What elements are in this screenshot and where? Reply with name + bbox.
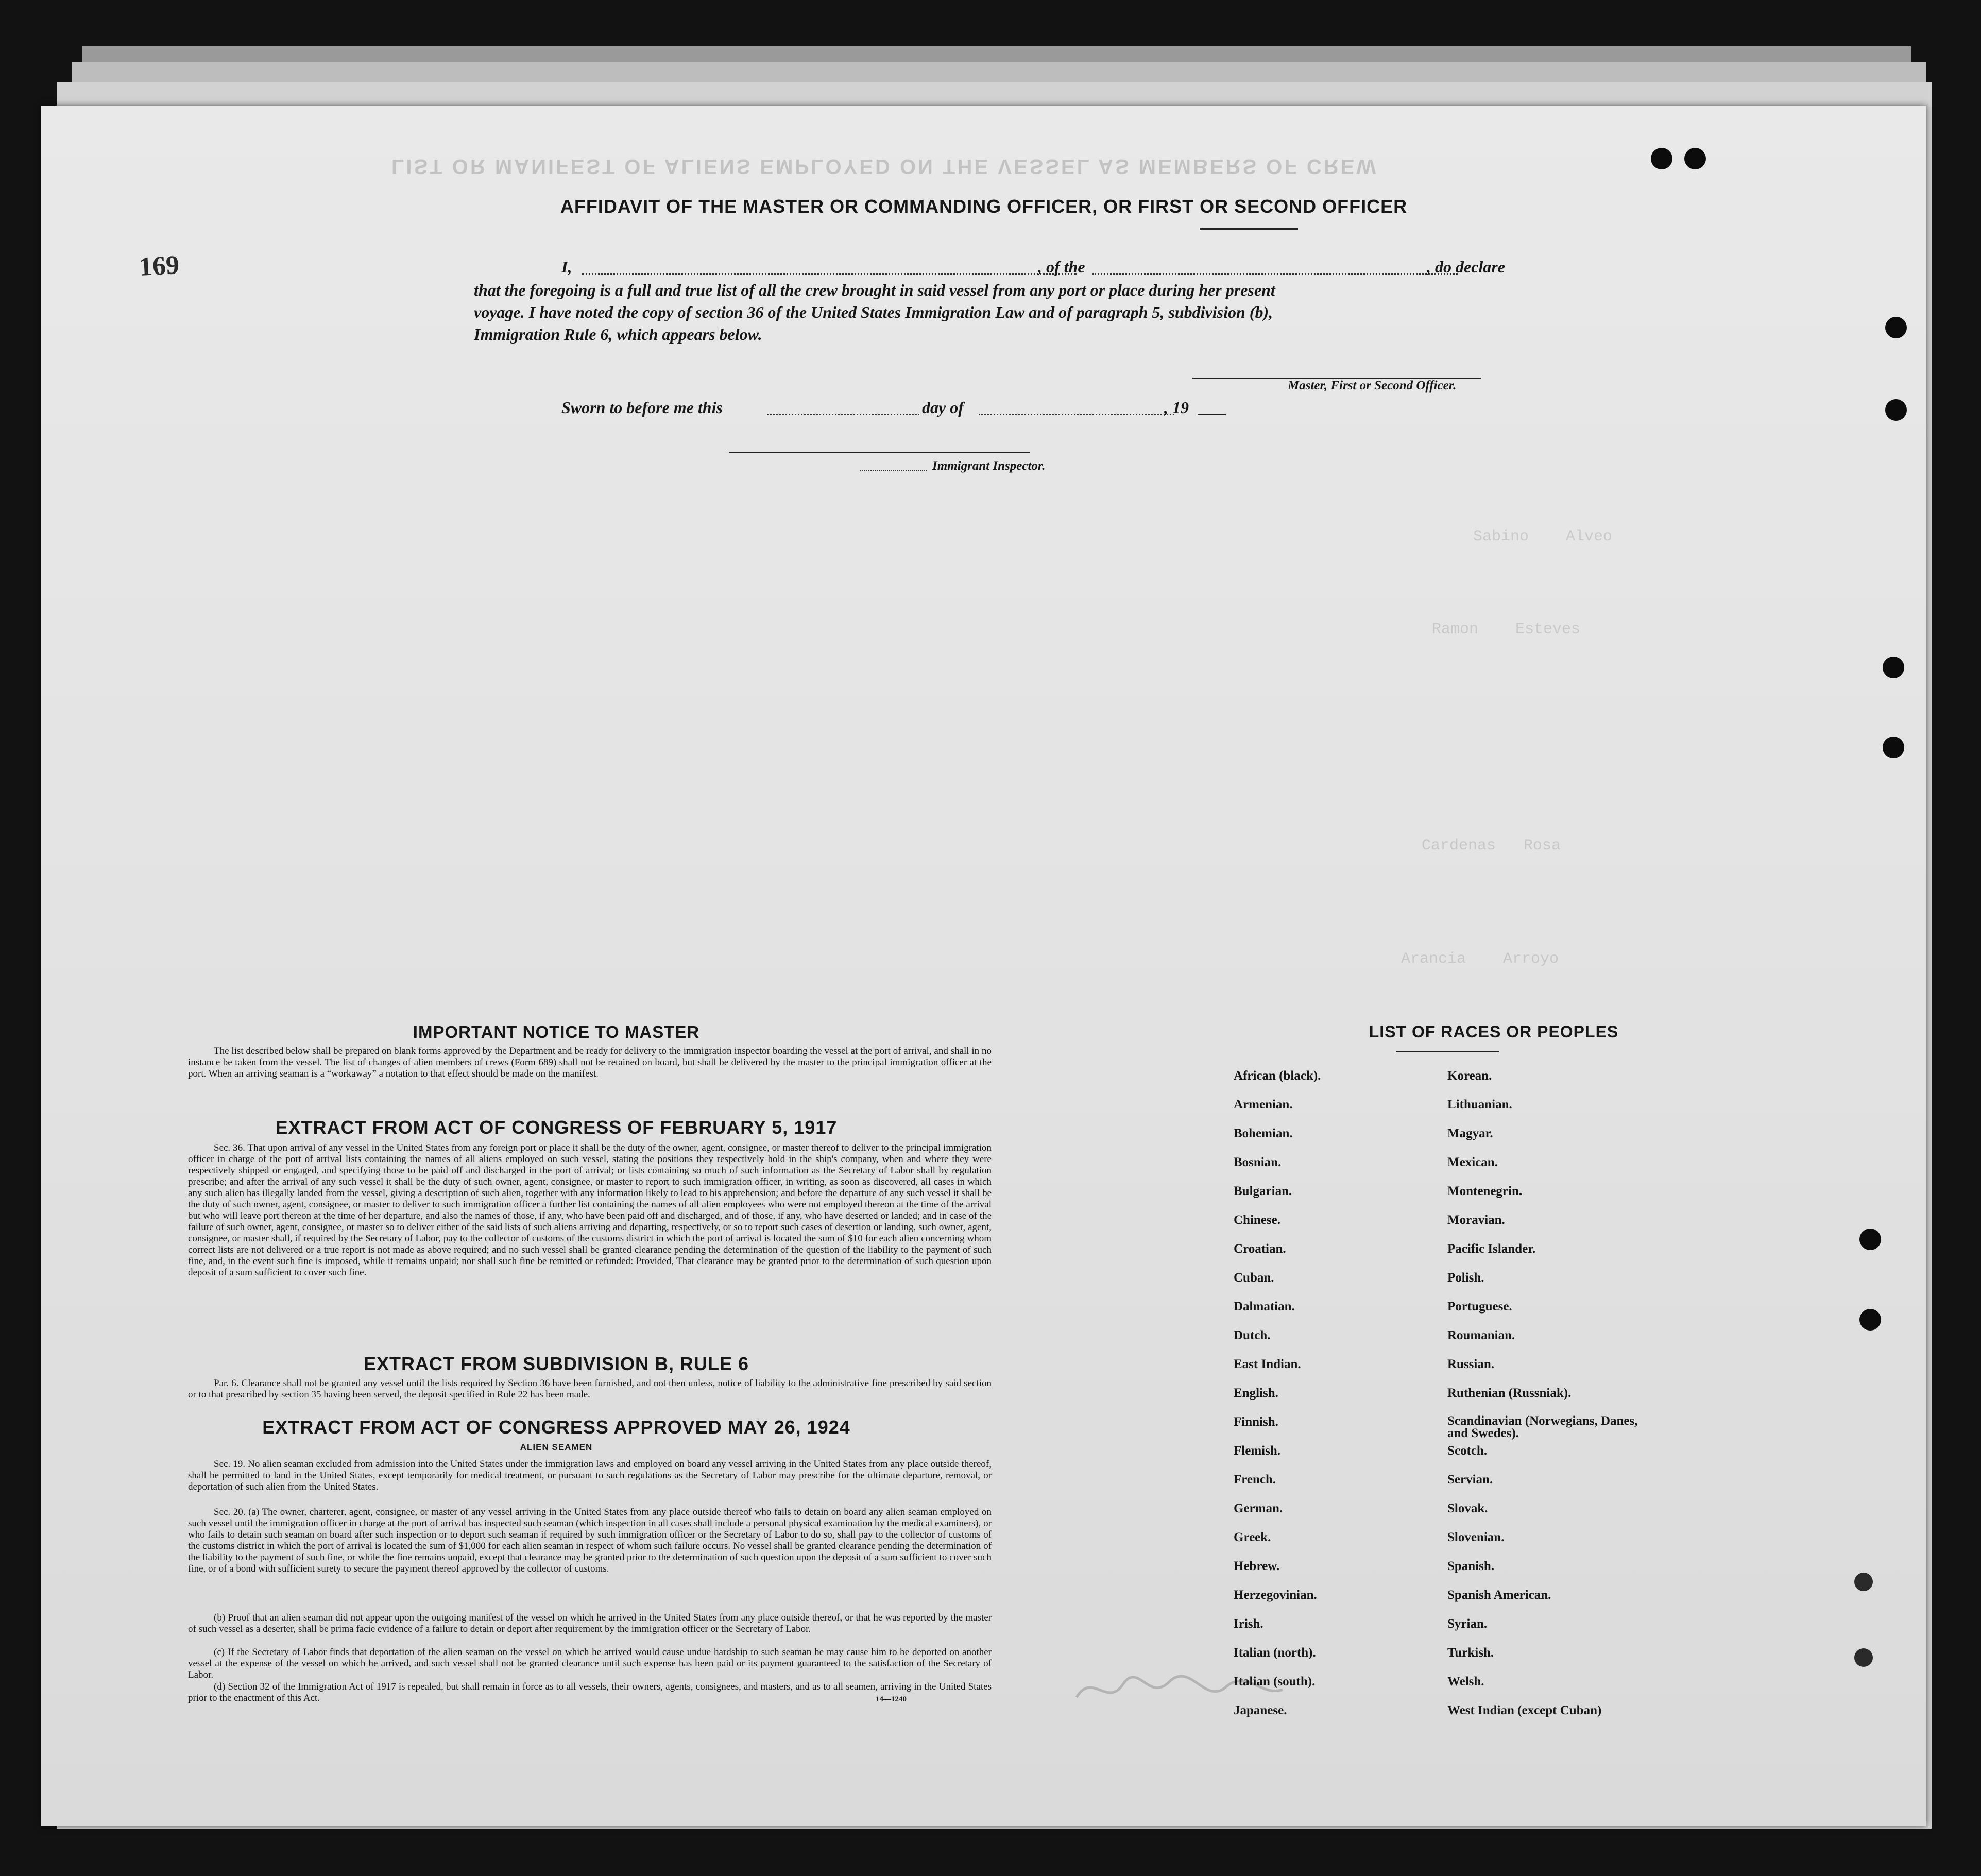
race-item: Pacific Islander.: [1447, 1242, 1536, 1256]
race-item: Hebrew.: [1234, 1559, 1280, 1573]
sec20c-text: (c) If the Secretary of Labor finds that deportation of the alien seaman on the vessel on which he arrived would cause undue hardship to such seaman he may cause him to be deported on another vessel at the expense of the vessel on which he arrived, and such vessel shall not be granted clearance until such expense has been paid or its payment guaranteed to the satisfaction of the Secretary of Labor.: [188, 1647, 992, 1680]
marginal-number: 169: [138, 250, 180, 282]
race-item: Bosnian.: [1234, 1155, 1282, 1169]
race-item: Syrian.: [1447, 1617, 1488, 1631]
race-item: Slovak.: [1447, 1502, 1488, 1515]
race-item: Finnish.: [1234, 1415, 1278, 1429]
race-item: Herzegovinian.: [1234, 1588, 1317, 1602]
affidavit-do-declare: , do declare: [1427, 258, 1505, 276]
affidavit-line-3: voyage. I have noted the copy of section 36 of the United States Immigration Law and of paragraph 5, subdivision (b),: [474, 303, 1273, 321]
race-item: French.: [1234, 1473, 1276, 1487]
race-item: Montenegrin.: [1447, 1184, 1523, 1198]
officer-name-field[interactable]: [582, 273, 1077, 275]
alien-seamen-subtitle: ALIEN SEAMEN: [520, 1442, 593, 1452]
subdivision-b-body: Par. 6. Clearance shall not be granted any vessel until the lists required by Section 36 have been furnished, and not then unless, notice of liability to the administrative fine prescribed by said section or to that prescribed by section 35 having been served, the deposit specified in Rule 22 has been made.: [188, 1378, 992, 1400]
race-item: Russian.: [1447, 1357, 1495, 1371]
race-item: Turkish.: [1447, 1646, 1494, 1660]
race-item: Portuguese.: [1447, 1300, 1512, 1314]
master-caption: Master, First or Second Officer.: [1288, 379, 1457, 393]
race-item: Italian (south).: [1234, 1675, 1316, 1689]
affidavit-line-4: Immigration Rule 6, which appears below.: [474, 325, 762, 344]
punch-hole: [1885, 317, 1907, 338]
race-item: Dutch.: [1234, 1328, 1271, 1342]
extract-1924-title: EXTRACT FROM ACT OF CONGRESS APPROVED MAY 26, 1924: [262, 1417, 850, 1438]
race-item: Italian (north).: [1234, 1646, 1316, 1660]
race-item: Japanese.: [1234, 1703, 1287, 1717]
race-item: Cuban.: [1234, 1271, 1274, 1285]
race-item: Irish.: [1234, 1617, 1263, 1631]
race-item: Dalmatian.: [1234, 1300, 1295, 1314]
punch-hole: [1859, 1309, 1881, 1331]
title-underline: [1200, 228, 1298, 230]
race-item: Korean.: [1447, 1069, 1492, 1083]
vessel-name-field[interactable]: [1092, 273, 1458, 275]
race-item: Bohemian.: [1234, 1127, 1293, 1140]
race-item: Slovenian.: [1447, 1530, 1505, 1544]
sworn-day-field[interactable]: [767, 414, 919, 415]
race-item: East Indian.: [1234, 1357, 1301, 1371]
sec20a-text: Sec. 20. (a) The owner, charterer, agent, consignee, or master of any vessel arriving in the United States from any place outside thereof who fails to detain on board any alien seaman employed on such vessel until the immigration officer in charge at the port of arrival has inspected such seaman (which inspection in all cases shall include a personal physical examination by the medical examiners), or who fails to detain such seaman on board after such inspection or to deport such seaman if required by such immigration officer or the Secretary of Labor to do so, shall pay to the collector of customs of the customs district in which the port of arrival is located the sum of $1,000 for each alien seaman in respect of whom such failure occurs. No vessel shall be granted clearance pending the determination of the liability to the payment of such fine, or while the fine remains unpaid, except that clearance may be granted prior to the determination of such question upon the deposit of a sum sufficient to cover such fine, or of a bond with sufficient surety to secure the payment thereof approved by the collector of customs.: [188, 1507, 992, 1574]
affidavit-of-the: , of the: [1038, 258, 1085, 276]
inspector-caption: Immigrant Inspector.: [932, 459, 1046, 473]
punch-hole: [1883, 657, 1904, 678]
subdivision-b-title: EXTRACT FROM SUBDIVISION B, RULE 6: [363, 1353, 749, 1374]
sworn-month-field[interactable]: [979, 414, 1174, 415]
sec19-text: Sec. 19. No alien seaman excluded from admission into the United States under the immigration laws and employed on board any vessel arriving in the United States from any place outside thereof, shall be permitted to land in the United States, except temporarily for medical treatment, or pursuant to such regulations as the Secretary of Labor may prescribe for the ultimate departure, removal, or deportation of such alien from the United States.: [188, 1459, 992, 1492]
punch-hole: [1684, 148, 1706, 169]
affidavit-i-label: I,: [561, 258, 572, 276]
inspector-dots: [860, 470, 927, 471]
punch-hole: [1854, 1573, 1873, 1591]
punch-hole: [1883, 737, 1904, 758]
notice-title: IMPORTANT NOTICE TO MASTER: [413, 1022, 700, 1042]
extract-1917-title: EXTRACT FROM ACT OF CONGRESS OF FEBRUARY 5, 1917: [275, 1117, 838, 1138]
bleed-through: Ramon Esteves: [1432, 621, 1581, 638]
race-item: Spanish American.: [1447, 1588, 1551, 1602]
punch-hole: [1885, 399, 1907, 421]
race-item: West Indian (except Cuban): [1447, 1703, 1602, 1717]
race-item: Armenian.: [1234, 1098, 1293, 1112]
race-item: English.: [1234, 1386, 1278, 1400]
sworn-label: Sworn to before me this: [561, 398, 723, 417]
race-item: Servian.: [1447, 1473, 1493, 1487]
punch-hole: [1651, 148, 1672, 169]
race-item: African (black).: [1234, 1069, 1321, 1083]
races-title-underline: [1396, 1051, 1499, 1052]
manifest-page: [41, 106, 1926, 1826]
race-item: Scotch.: [1447, 1444, 1488, 1458]
extract-1917-body: Sec. 36. That upon arrival of any vessel in the United States from any foreign port or place it shall be the duty of the owner, agent, consignee, or master thereof to deliver to the principal immigration officer in charge of the port of arrival lists containing the names of all aliens employed on such vessel, stating the positions they respectively hold in the ship's company, when and where they were respectively shipped or engaged, and specifying those to be paid off and discharged in the port of arrival; or lists containing so much of such information as the Secretary of Labor shall by regulation prescribe; and after the arrival of any such vessel it shall be the duty of such owner, agent, consignee, or master to report to such immigration officer, in writing, as soon as discovered, all cases in which any such alien has illegally landed from the vessel, giving a description of such alien, together with any information likely to lead to his apprehension; and before the departure of any such vessel it shall be the duty of such owner, agent, consignee, or master to deliver to such immigration officer a further list containing the names of all alien employees who were not employed thereon at the time of the arrival but who will leave port thereon at the time of her departure, and also the names of those, if any, who have been paid off and discharged, and of those, if any, who have deserted or landed; and in case of the failure of such owner, agent, consignee, or master so to deliver either of the said lists of such aliens arriving and departing, respectively, or so to report such cases of desertion or landing, such owner, agent, consignee, or master shall, if required by the Secretary of Labor, pay to the collector of customs of the customs district in which the port of arrival is located the sum of $10 for each alien concerning whom correct lists are not delivered or a true report is not made as above required; and no such vessel shall be granted clearance pending the determination of the question of the liability to the payment of such fine, and, in the event such fine is imposed, while it remains unpaid; nor shall such fine be remitted or refunded: Provided, That clearance may be granted prior to the determination of such question upon deposit of a sum sufficient to cover such fine.: [188, 1142, 992, 1278]
race-item: Mexican.: [1447, 1155, 1498, 1169]
bleed-through: Arancia Arroyo: [1401, 950, 1559, 968]
race-item: Bulgarian.: [1234, 1184, 1292, 1198]
race-item: Magyar.: [1447, 1127, 1493, 1140]
race-item: Spanish.: [1447, 1559, 1495, 1573]
race-item: German.: [1234, 1502, 1283, 1515]
punch-hole: [1859, 1229, 1881, 1250]
faint-signature: [1071, 1661, 1288, 1718]
year-label: , 19: [1164, 398, 1189, 417]
bleed-through: LIST OR MANIFEST OF ALIENS EMPLOYED ON THE VESSEL AS MEMBERS OF CREW: [391, 155, 1378, 178]
bleed-through: Sabino Alveo: [1473, 528, 1613, 545]
affidavit-title: AFFIDAVIT OF THE MASTER OR COMMANDING OFFICER, OR FIRST OR SECOND OFFICER: [560, 196, 1408, 217]
race-item: Polish.: [1447, 1271, 1484, 1285]
race-item: Welsh.: [1447, 1675, 1484, 1689]
race-item: Lithuanian.: [1447, 1098, 1512, 1112]
race-item: Chinese.: [1234, 1213, 1280, 1227]
race-item: Ruthenian (Russniak).: [1447, 1386, 1572, 1400]
notice-body: The list described below shall be prepared on blank forms approved by the Department and be ready for delivery to the immigration inspector boarding the vessel at the port of arrival, and shall in no instance be taken from the vessel. The list of changes of alien members of crews (Form 689) shall not be retained on board, but shall be delivered by the master to the principal immigration officer at the port. When an arriving seaman is a “workaway” a notation to that effect should be made on the manifest.: [188, 1046, 992, 1079]
race-item: Flemish.: [1234, 1444, 1280, 1458]
race-item: Scandinavian (Norwegians, Danes, and Swedes).: [1447, 1414, 1638, 1440]
affidavit-line-2: that the foregoing is a full and true list of all the crew brought in said vessel from any port or place during her present: [474, 281, 1275, 299]
race-item: Roumanian.: [1447, 1328, 1515, 1342]
form-number: 14—1240: [876, 1695, 907, 1703]
race-item: Moravian.: [1447, 1213, 1505, 1227]
year-field[interactable]: [1198, 414, 1226, 415]
race-item: Greek.: [1234, 1530, 1271, 1544]
day-of-label: day of: [922, 398, 964, 417]
sec20b-text: (b) Proof that an alien seaman did not appear upon the outgoing manifest of the vessel on which he arrived in the United States from any place outside thereof, or that he was reported by the master of such vessel as a deserter, shall be prima facie evidence of a failure to detain or deport after requirement by the immigration officer or the Secretary of Labor.: [188, 1612, 992, 1634]
punch-hole: [1854, 1648, 1873, 1667]
races-title: LIST OF RACES OR PEOPLES: [1369, 1022, 1619, 1041]
bleed-through: Cardenas Rosa: [1422, 837, 1561, 855]
race-item: Croatian.: [1234, 1242, 1286, 1256]
inspector-signature-line[interactable]: [729, 452, 1030, 453]
sec20d-text: (d) Section 32 of the Immigration Act of 1917 is repealed, but shall remain in force as to all vessels, their owners, agents, consignees, and masters, and as to all seamen, arriving in the United States prior to the enactment of this Act.: [188, 1681, 992, 1703]
